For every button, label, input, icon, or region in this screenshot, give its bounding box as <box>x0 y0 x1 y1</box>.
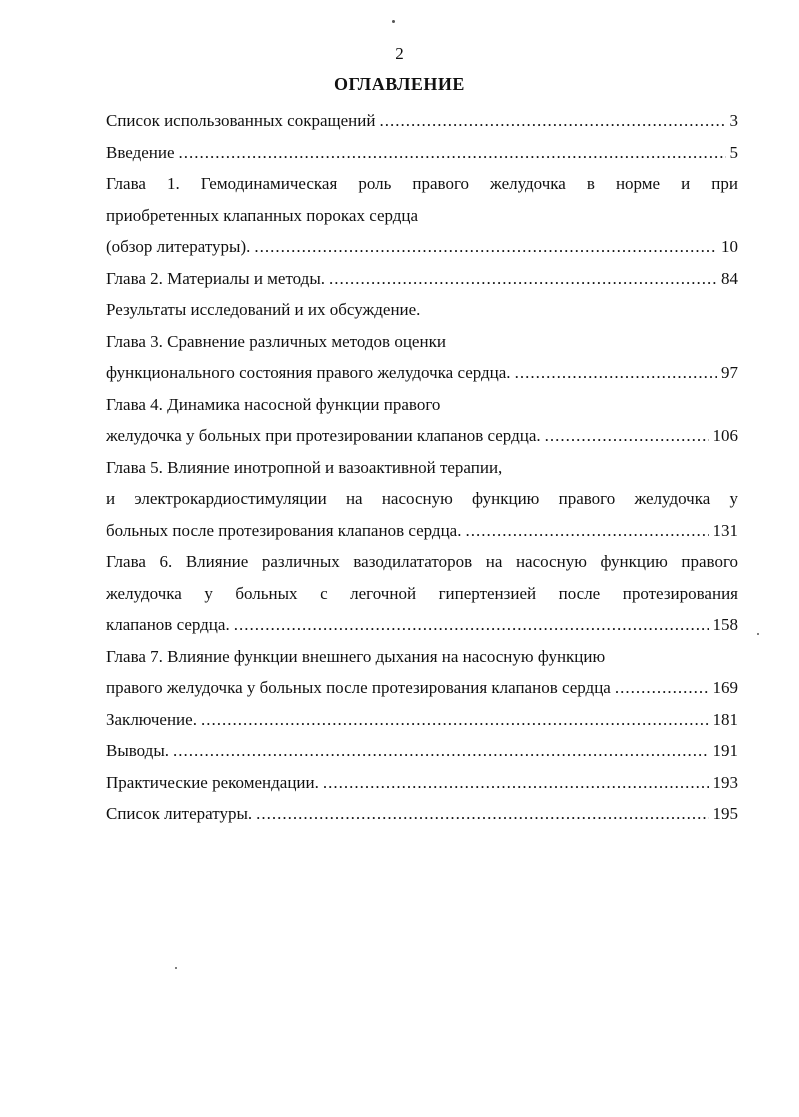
toc-entry-text: (обзор литературы). <box>106 237 251 256</box>
toc-page-number: 193 <box>712 772 738 792</box>
dot-leader <box>545 420 709 452</box>
toc-entry-text: Выводы. <box>106 741 170 760</box>
dot-leader <box>201 704 709 736</box>
page-number: 2 <box>395 44 404 63</box>
toc-page-number: 158 <box>712 615 738 634</box>
toc-entry-chapter-6-line-1: Глава 6. Влияние различных вазодилататоров на насосную функцию правого <box>106 552 738 571</box>
toc-entry-chapter-5-line-2: и электрокардиостимуляции на насосную функцию правого желудочка у <box>106 489 738 508</box>
dot-leader <box>515 357 717 389</box>
dot-leader <box>323 767 709 799</box>
toc-entry-text: клапанов сердца. <box>106 615 230 634</box>
dot-leader <box>254 231 717 263</box>
toc-page-number: 181 <box>712 709 738 729</box>
dot-leader <box>379 105 725 137</box>
toc-entry-text: Практические рекомендации. <box>106 772 319 792</box>
dot-leader <box>615 672 709 704</box>
toc-entry-chapter-4-line-1: Глава 4. Динамика насосной функции правого <box>106 394 441 414</box>
toc-page-number: 97 <box>721 363 738 382</box>
toc-entry-chapter-4[interactable] <box>106 420 738 452</box>
toc-entry-introduction[interactable] <box>106 137 738 169</box>
toc-entry-chapter-7-line-1: Глава 7. Влияние функции внешнего дыхания на насосную функцию <box>106 646 606 666</box>
toc-page-number: 131 <box>712 520 738 540</box>
toc-entry-chapter-7[interactable] <box>106 672 738 704</box>
scan-speck <box>175 967 177 969</box>
toc-entry-recommendations[interactable] <box>106 767 738 799</box>
toc-page-number: 10 <box>721 237 738 256</box>
toc-entry-chapter-1-line-2: приобретенных клапанных пороках сердца <box>106 205 419 225</box>
toc-entry-chapter-1[interactable] <box>106 231 738 263</box>
toc-page-number: 195 <box>712 804 738 823</box>
toc-entry-chapter-2[interactable] <box>106 263 738 295</box>
toc-page-number: 84 <box>721 268 738 288</box>
toc-entry-text: Введение <box>106 142 175 162</box>
dot-leader <box>465 515 708 547</box>
toc-page-number: 169 <box>712 678 738 697</box>
toc-entry-chapter-1-line-1[interactable]: Глава 1. Гемодинамическая роль правого желудочка в норме и при <box>106 174 738 193</box>
toc-entry-findings[interactable] <box>106 735 738 767</box>
table-of-contents <box>106 105 738 830</box>
toc-entry-text: Список использованных сокращений <box>106 111 376 130</box>
toc-entry-chapter-5-line-1: Глава 5. Влияние инотропной и вазоактивной терапии, <box>106 457 503 477</box>
toc-page-number: 106 <box>712 426 738 445</box>
dot-leader <box>179 137 726 169</box>
toc-entry-chapter-6[interactable] <box>106 609 738 641</box>
page-title: ОГЛАВЛЕНИЕ <box>334 74 465 94</box>
toc-entry-text: больных после протезирования клапанов сердца. <box>106 520 462 540</box>
toc-entry-text: Глава 2. Материалы и методы. <box>106 268 326 288</box>
toc-entry-chapter-5[interactable] <box>106 515 738 547</box>
toc-entry-chapter-6-line-2: желудочка у больных с легочной гипертензией после протезирования <box>106 583 738 603</box>
toc-section-heading-results: Результаты исследований и их обсуждение. <box>106 300 421 319</box>
toc-entry-chapter-3[interactable] <box>106 357 738 389</box>
dot-leader <box>234 609 709 641</box>
toc-entry-text: Список литературы. <box>106 804 253 823</box>
toc-page-number: 3 <box>729 111 738 130</box>
dot-leader <box>329 263 717 295</box>
toc-entry-references[interactable] <box>106 798 738 830</box>
scan-speck <box>392 20 395 23</box>
toc-page-number: 191 <box>712 741 738 760</box>
toc-entry-text: функционального состояния правого желудочка сердца. <box>106 363 511 382</box>
toc-entry-chapter-3-line-1: Глава 3. Сравнение различных методов оценки <box>106 331 446 351</box>
toc-entry-abbreviations[interactable] <box>106 105 738 137</box>
toc-entry-text: правого желудочка у больных после протезирования клапанов сердца <box>106 678 611 697</box>
scan-speck <box>757 633 759 635</box>
dot-leader <box>256 798 708 830</box>
toc-entry-conclusion[interactable] <box>106 704 738 736</box>
dot-leader <box>173 735 708 767</box>
toc-entry-text: желудочка у больных при протезировании клапанов сердца. <box>106 426 541 445</box>
toc-entry-text: Заключение. <box>106 709 197 729</box>
toc-page-number: 5 <box>729 142 738 162</box>
